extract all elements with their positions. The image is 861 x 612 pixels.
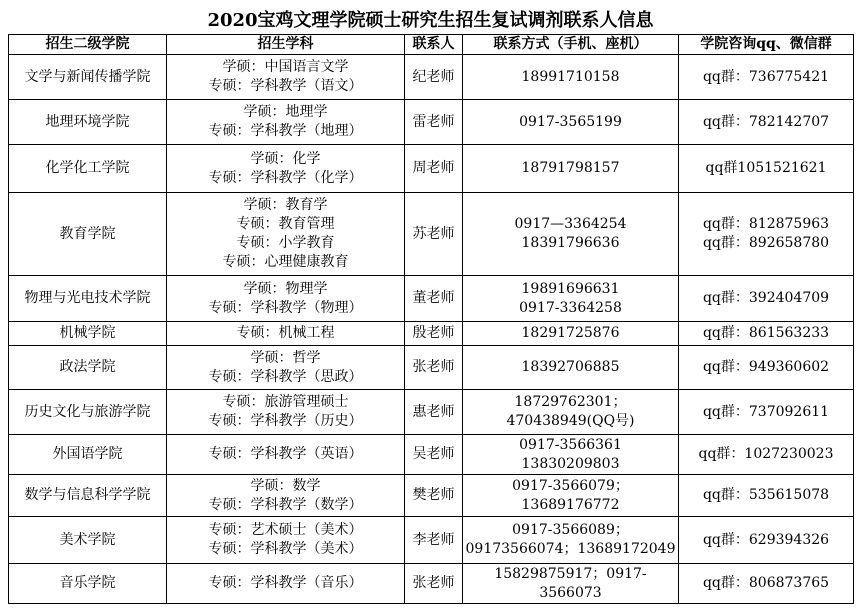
contact-cell: 李老师 bbox=[405, 517, 463, 564]
phone-line: 18791798157 bbox=[521, 160, 620, 176]
college-cell: 外国语学院 bbox=[9, 435, 167, 475]
phone-line: 0917-3566361 bbox=[519, 436, 622, 453]
phone-cell bbox=[463, 145, 679, 193]
subject-line: 专硕：学科教学（地理） bbox=[208, 123, 363, 139]
subject-line: 学硕：化学 bbox=[250, 150, 321, 167]
header-college: 招生二级学院 bbox=[9, 35, 167, 55]
college-cell: 物理与光电技术学院 bbox=[9, 276, 167, 322]
college-cell: 历史文化与旅游学院 bbox=[9, 390, 167, 435]
qq-cell bbox=[679, 193, 854, 276]
subject-line: 专硕：学科教学（音乐） bbox=[208, 575, 363, 591]
phone-cell bbox=[463, 193, 679, 276]
college-cell: 文学与新闻传播学院 bbox=[9, 55, 167, 100]
subject-cell bbox=[167, 322, 405, 346]
subject-cell bbox=[167, 145, 405, 193]
college-cell: 化学化工学院 bbox=[9, 145, 167, 193]
phone-line: 470438949(QQ号) bbox=[506, 413, 635, 429]
contact-cell: 樊老师 bbox=[405, 475, 463, 517]
header-qq: 学院咨询qq、微信群 bbox=[679, 35, 854, 55]
table-row bbox=[9, 145, 854, 193]
subject-line: 专硕：学科教学（英语） bbox=[208, 446, 363, 462]
qq-cell bbox=[679, 276, 854, 322]
phone-line: 3566073 bbox=[539, 584, 602, 601]
qq-line: qq群：392404709 bbox=[702, 290, 830, 306]
phone-line: 13689176772 bbox=[521, 496, 620, 513]
college-cell: 音乐学院 bbox=[9, 564, 167, 604]
qq-cell bbox=[679, 564, 854, 604]
contact-cell: 吴老师 bbox=[405, 435, 463, 475]
phone-cell bbox=[463, 564, 679, 604]
college-cell: 政法学院 bbox=[9, 346, 167, 390]
subject-line: 专硕：学科教学（语文） bbox=[208, 78, 363, 94]
subject-line: 专硕：学科教学（美术） bbox=[208, 541, 363, 557]
qq-cell bbox=[679, 55, 854, 100]
table-header-row bbox=[9, 35, 854, 55]
contact-cell: 董老师 bbox=[405, 276, 463, 322]
qq-cell bbox=[679, 100, 854, 145]
qq-cell bbox=[679, 475, 854, 517]
contact-cell: 张老师 bbox=[405, 346, 463, 390]
contact-cell: 雷老师 bbox=[405, 100, 463, 145]
subject-cell bbox=[167, 475, 405, 517]
qq-line: qq群：861563233 bbox=[702, 325, 830, 341]
subject-line: 学硕：教育学 bbox=[243, 197, 328, 213]
qq-line: qq群：535615078 bbox=[702, 487, 830, 503]
subject-line: 专硕：学科教学（思政） bbox=[208, 368, 363, 385]
table-row bbox=[9, 390, 854, 435]
subject-line: 专硕：学科教学（历史） bbox=[208, 413, 363, 429]
phone-line: 18991710158 bbox=[521, 68, 620, 85]
phone-cell bbox=[463, 276, 679, 322]
subject-line: 专硕：教育管理 bbox=[236, 216, 335, 232]
phone-cell bbox=[463, 55, 679, 100]
table-row bbox=[9, 517, 854, 564]
qq-line: qq群1051521621 bbox=[705, 160, 827, 176]
subject-cell bbox=[167, 346, 405, 390]
qq-cell bbox=[679, 346, 854, 390]
table-row bbox=[9, 193, 854, 276]
qq-cell bbox=[679, 145, 854, 193]
subject-cell bbox=[167, 390, 405, 435]
qq-line: qq群：782142707 bbox=[702, 113, 830, 130]
college-cell: 数学与信息科学学院 bbox=[9, 475, 167, 517]
qq-cell bbox=[679, 390, 854, 435]
phone-line: 18391796636 bbox=[521, 235, 620, 251]
phone-line: 19891696631 bbox=[521, 280, 620, 297]
subject-cell bbox=[167, 276, 405, 322]
subject-cell bbox=[167, 193, 405, 276]
subject-line: 学硕：哲学 bbox=[250, 349, 321, 366]
table-row bbox=[9, 564, 854, 604]
subject-cell bbox=[167, 564, 405, 604]
contact-cell: 纪老师 bbox=[405, 55, 463, 100]
qq-line: qq群：1027230023 bbox=[698, 446, 834, 462]
table-row bbox=[9, 346, 854, 390]
subject-line: 专硕：旅游管理硕士 bbox=[222, 394, 349, 410]
phone-line: 0917-3565199 bbox=[519, 113, 622, 130]
subject-line: 学硕：地理学 bbox=[243, 104, 328, 120]
phone-line: 0917-3364258 bbox=[519, 299, 622, 316]
phone-line: 09173566074；13689172049 bbox=[465, 541, 676, 557]
table-row bbox=[9, 276, 854, 322]
qq-cell bbox=[679, 435, 854, 475]
phone-line: 0917—3364254 bbox=[514, 216, 627, 232]
phone-line: 18291725876 bbox=[521, 325, 620, 341]
subject-cell bbox=[167, 435, 405, 475]
college-cell: 机械学院 bbox=[9, 322, 167, 346]
contact-cell: 张老师 bbox=[405, 564, 463, 604]
phone-line: 0917-3566089； bbox=[512, 522, 629, 538]
table-row bbox=[9, 100, 854, 145]
header-contact: 联系人 bbox=[405, 35, 463, 55]
qq-line: qq群：629394326 bbox=[702, 531, 830, 548]
qq-line: qq群：736775421 bbox=[702, 68, 830, 85]
qq-line: qq群：806873765 bbox=[702, 575, 830, 591]
qq-line: qq群：737092611 bbox=[702, 403, 830, 420]
phone-line: 18729762301； bbox=[514, 394, 627, 410]
contact-cell: 周老师 bbox=[405, 145, 463, 193]
table-row bbox=[9, 475, 854, 517]
qq-line: qq群：812875963 bbox=[702, 216, 830, 232]
qq-line: qq群：892658780 bbox=[702, 235, 830, 251]
table-body bbox=[9, 55, 854, 604]
phone-cell bbox=[463, 435, 679, 475]
phone-cell bbox=[463, 390, 679, 435]
subject-cell bbox=[167, 100, 405, 145]
subject-line: 学硕：物理学 bbox=[243, 280, 328, 297]
subject-line: 专硕：小学教育 bbox=[236, 235, 335, 251]
header-phones: 联系方式（手机、座机） bbox=[463, 35, 679, 55]
subject-line: 专硕：学科教学（物理） bbox=[208, 299, 363, 316]
table-row bbox=[9, 55, 854, 100]
subject-line: 学硕：数学 bbox=[250, 477, 321, 494]
contact-table bbox=[8, 34, 854, 604]
subject-line: 专硕：机械工程 bbox=[236, 325, 335, 341]
qq-cell bbox=[679, 517, 854, 564]
subject-line: 专硕：艺术硕士（美术） bbox=[208, 522, 363, 538]
subject-line: 学硕：中国语言文学 bbox=[222, 59, 349, 75]
qq-cell bbox=[679, 322, 854, 346]
phone-line: 0917-3566079； bbox=[512, 477, 629, 494]
phone-cell bbox=[463, 475, 679, 517]
contact-cell: 殷老师 bbox=[405, 322, 463, 346]
phone-line: 15829875917；0917- bbox=[494, 565, 647, 582]
phone-cell bbox=[463, 100, 679, 145]
document-title: 2020宝鸡文理学院硕士研究生招生复试调剂联系人信息 bbox=[207, 10, 654, 31]
phone-line: 13830209803 bbox=[521, 455, 620, 472]
subject-cell bbox=[167, 517, 405, 564]
contact-cell: 惠老师 bbox=[405, 390, 463, 435]
subject-line: 专硕：学科教学（化学） bbox=[208, 169, 363, 186]
college-cell: 地理环境学院 bbox=[9, 100, 167, 145]
subject-cell bbox=[167, 55, 405, 100]
subject-line: 专硕：学科教学（数学） bbox=[208, 496, 363, 513]
phone-cell bbox=[463, 517, 679, 564]
phone-cell bbox=[463, 346, 679, 390]
table-row bbox=[9, 435, 854, 475]
college-cell: 教育学院 bbox=[9, 193, 167, 276]
header-subjects: 招生学科 bbox=[167, 35, 405, 55]
phone-line: 18392706885 bbox=[521, 359, 620, 375]
table-row bbox=[9, 322, 854, 346]
college-cell: 美术学院 bbox=[9, 517, 167, 564]
qq-line: qq群：949360602 bbox=[702, 359, 830, 375]
phone-cell bbox=[463, 322, 679, 346]
subject-line: 专硕：心理健康教育 bbox=[222, 254, 349, 270]
contact-cell: 苏老师 bbox=[405, 193, 463, 276]
